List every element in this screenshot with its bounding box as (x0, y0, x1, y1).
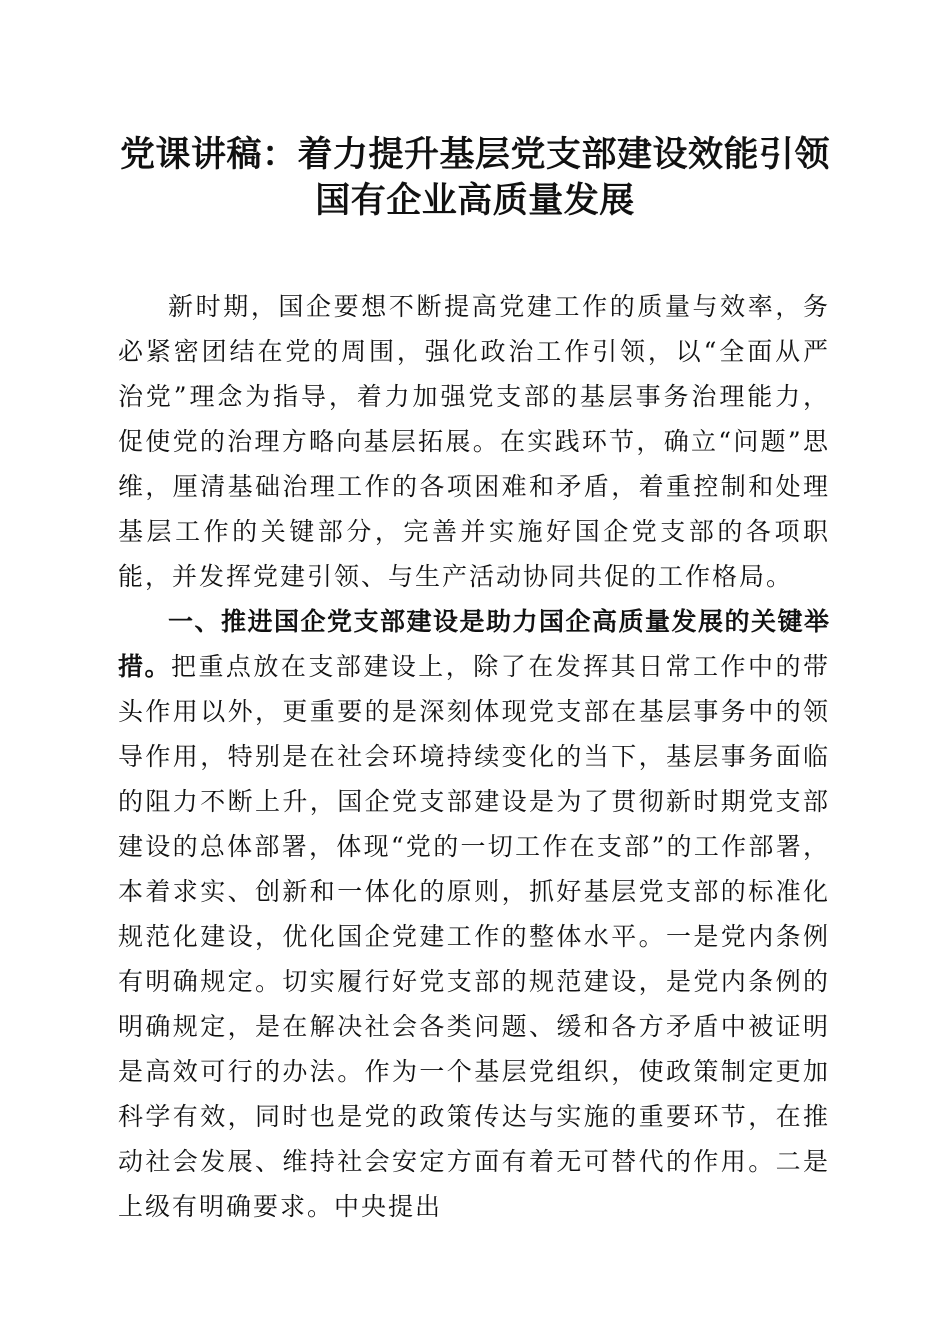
title-line-1: 党课讲稿：着力提升基层党支部建设效能引领 (119, 134, 830, 175)
section-one-heading: 一、推进国企党支部建设是助力国企高质量发展的关键举措。 (118, 607, 830, 681)
title-line-2: 国有企业高质量发展 (315, 180, 635, 221)
section-one-text: 把重点放在支部建设上，除了在发挥其日常工作中的带头作用以外，更重要的是深刻体现党支部在基层事务中的领导作用，特别是在社会环境持续变化的当下，基层事务面临的阻力不断上升，国企党支部建设是为了贯彻新时期党支部建设的总体部署，体现“党的一切工作在支部”的工作部署，本着求实、创新和一体化的原则，抓好基层党支部的标准化规范化建设，优化国企党建工作的整体水平。一是党内条例有明确规定。切实履行好党支部的规范建设，是党内条例的明确规定，是在解决社会各类问题、缓和各方矛盾中被证明是高效可行的办法。作为一个基层党组织，使政策制定更加科学有效，同时也是党的政策传达与实施的重要环节，在推动社会发展、维持社会安定方面有着无可替代的作用。二是上级有明确要求。中央提出 (118, 652, 830, 1221)
document-body (118, 284, 830, 1229)
intro-paragraph-text: 新时期，国企要想不断提高党建工作的质量与效率，务必紧密团结在党的周围，强化政治工作引领，以“全面从严治党”理念为指导，着力加强党支部的基层事务治理能力，促使党的治理方略向基层拓展。在实践环节，确立“问题”思维，厘清基础治理工作的各项困难和矛盾，着重控制和处理基层工作的关键部分，完善并实施好国企党支部的各项职能，并发挥党建引领、与生产活动协同共促的工作格局。 (118, 292, 830, 591)
intro-paragraph (118, 284, 830, 599)
section-one-paragraph (118, 599, 830, 1229)
document-title (100, 132, 850, 224)
